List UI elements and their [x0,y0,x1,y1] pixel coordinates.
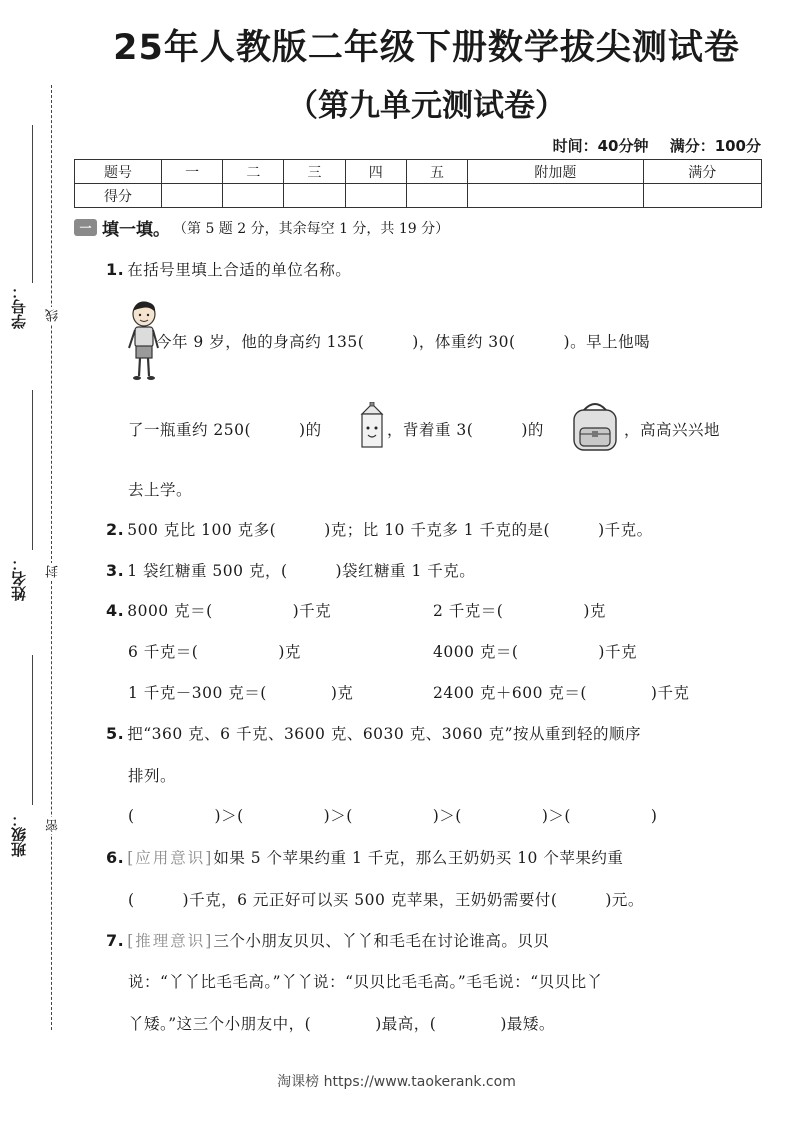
header-cell: 满分 [643,160,761,184]
q1-text: 在括号里填上合适的单位名称。 [127,261,352,279]
section-note: （第 5 题 2 分，其余每空 1 分，共 19 分） [173,220,450,237]
q5-number: 5. [106,724,125,743]
q4-line1 [106,599,331,621]
full-score: 满分：100分 [669,137,761,155]
score-table-row [75,184,762,208]
name-line [32,390,33,550]
row-label: 得分 [75,184,162,208]
q2-text: 500 克比 100 克多( )克；比 10 千克多 1 千克的是( )千克。 [127,521,653,539]
q3-number: 3. [106,561,125,580]
q5-text: 把“360 克、6 千克、3600 克、6030 克、3060 克”按从重到轻的顺序 [127,725,641,743]
score-table [74,159,762,208]
header-cell: 一 [162,160,223,184]
student-no-line [32,125,33,283]
header-cell: 五 [406,160,467,184]
score-cell[interactable] [223,184,284,208]
q4-f: 2400 克＋600 克＝( )千克 [433,684,690,702]
backpack-icon [566,398,624,456]
mark-seal: 封 [46,565,61,578]
q6-line2: ( )千克，6 元正好可以买 500 克苹果，王奶奶需要付( )元。 [128,891,644,909]
q1-line3b: ，背着重 3( )的 [387,421,544,439]
score-cell[interactable] [345,184,406,208]
footer-watermark: 淘课榜 https://www.taokerank.com [277,1074,516,1090]
q2-number: 2. [106,520,125,539]
q1-line1 [106,258,351,280]
q3-text: 1 袋红糖重 500 克，( )袋红糖重 1 千克。 [127,562,476,580]
q1-line3a: 了一瓶重约 250( )的 [128,421,322,439]
header-cell: 附加题 [468,160,644,184]
header-cell: 三 [284,160,345,184]
score-cell[interactable] [643,184,761,208]
q4-d: 4000 克＝( )千克 [433,643,637,661]
class-label: 班级： [10,812,28,857]
milk-carton-icon [357,402,387,450]
header-cell: 题号 [75,160,162,184]
q7-text: 三个小朋友贝贝、丫丫和毛毛在讨论谁高。贝贝 [213,932,550,950]
q7-tag: [推理意识] [127,932,214,950]
q7-line2: 说：“丫丫比毛毛高。”丫丫说：“贝贝比毛毛高。”毛毛说：“贝贝比丫 [128,973,603,991]
student-no-label: 学号： [10,284,28,329]
section-badge: 一 [74,219,97,236]
mark-secret: 密 [46,819,61,832]
q6-number: 6. [106,848,125,867]
score-cell[interactable] [284,184,345,208]
q5-line1 [106,722,641,744]
q6-text: 如果 5 个苹果约重 1 千克，那么王奶奶买 10 个苹果约重 [213,849,624,867]
q7-line3: 丫矮。”这三个小朋友中，( )最高，( )最矮。 [128,1015,555,1033]
q4-e: 1 千克－300 克＝( )克 [128,684,354,702]
q2-line [106,518,653,540]
exam-meta [537,135,761,156]
q7-number: 7. [106,931,125,950]
q5-answer-line: ( )＞( )＞( )＞( )＞( ) [128,807,658,825]
score-cell[interactable] [468,184,644,208]
binding-margin [0,0,70,1122]
time-limit: 时间：40分钟 [552,137,649,155]
q4-b: 2 千克＝( )克 [433,602,606,620]
q4-number: 4. [106,601,125,620]
q5-line2: 排列。 [128,767,177,785]
section-header [74,215,449,240]
mark-line: 线 [46,309,61,322]
q4-c: 6 千克＝( )克 [128,643,301,661]
score-cell[interactable] [406,184,467,208]
class-line [32,655,33,805]
page-title: 25年人教版二年级下册数学拔尖测试卷 [113,28,740,68]
page-subtitle: （第九单元测试卷） [287,88,566,124]
q6-line1 [106,846,623,868]
name-label: 姓名： [10,556,28,601]
header-cell: 四 [345,160,406,184]
header-cell: 二 [223,160,284,184]
q6-tag: [应用意识] [127,849,214,867]
q3-line [106,559,475,581]
section-title: 填一填。 [102,220,170,240]
q1-line4: 去上学。 [128,481,193,499]
q1-line3c: ，高高兴兴地 [624,421,721,439]
q7-line1 [106,929,549,951]
q4-a: 8000 克＝( )千克 [127,602,332,620]
q1-line2: 今年 9 岁，他的身高约 135( )，体重约 30( )。早上他喝 [156,333,651,351]
q1-number: 1. [106,260,125,279]
score-cell[interactable] [162,184,223,208]
score-table-header [75,160,762,184]
cut-dashed-line [51,85,52,1030]
